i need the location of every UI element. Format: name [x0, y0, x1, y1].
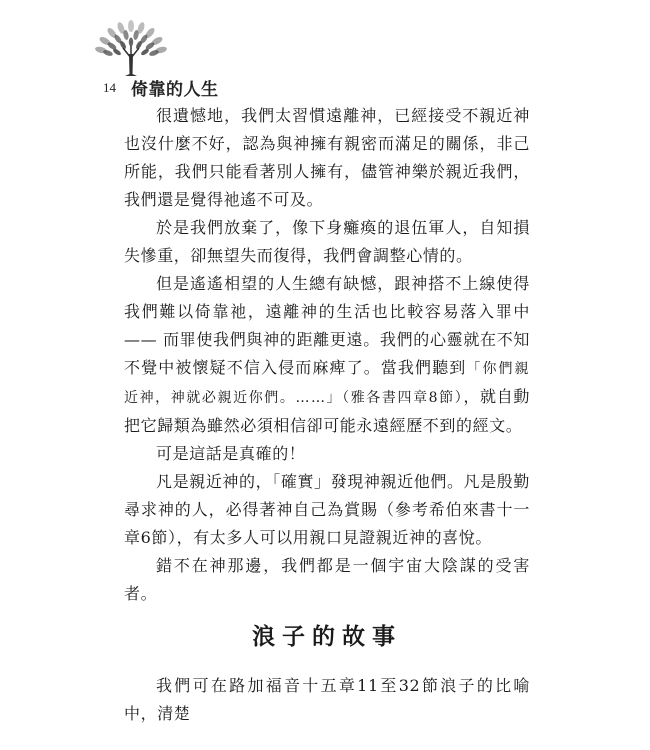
paragraph: 可是這話是真確的！: [156, 444, 306, 463]
page-header: [95, 18, 295, 100]
paragraph: [124, 270, 530, 440]
page-number: 14: [103, 80, 116, 95]
running-title: 倚靠的人生: [131, 80, 219, 100]
section-body: [124, 672, 530, 728]
paragraph-text: 但是遙遙相望的人生總有缺憾，跟神搭不上線使得我們難以倚靠祂，遠離神的生活也比較容易落入罪中 —— 而罪使我們與神的距離更遠。我們的心靈就在不知不覺中被懷疑不信入侵而麻痺了。當我們聽到: [124, 274, 530, 377]
scripture-quote: 「你們親近神，神就必親近你們。……」（雅各書四章8節）: [124, 361, 530, 406]
body-text: [124, 102, 530, 608]
section-heading: 浪子的故事: [252, 624, 402, 650]
paragraph: 我們可在路加福音十五章11至32節浪子的比喻中，清楚: [124, 676, 530, 723]
paragraph: 凡是親近神的，「確實」發現神親近他們。凡是殷勤尋求神的人，必得著神自己為賞賜（參考希伯來書十一章6節），有太多人可以用親口見證親近神的喜悅。: [124, 472, 530, 547]
tree-logo-icon: [95, 18, 167, 78]
paragraph: 於是我們放棄了，像下身癱瘓的退伍軍人，自知損失慘重，卻無望失而復得，我們會調整心情的。: [124, 218, 530, 265]
paragraph: 很遺憾地，我們太習慣遠離神，已經接受不親近神也沒什麼不好，認為與神擁有親密而滿足的關係，非己所能，我們只能看著別人擁有，儘管神樂於親近我們，我們還是覺得祂遙不可及。: [124, 106, 530, 209]
paragraph-text: ，就自動把它歸類為雖然必須相信卻可能永遠經歷不到的經文。: [124, 387, 531, 435]
paragraph: 錯不在神那邊，我們都是一個宇宙大陰謀的受害者。: [124, 556, 530, 603]
